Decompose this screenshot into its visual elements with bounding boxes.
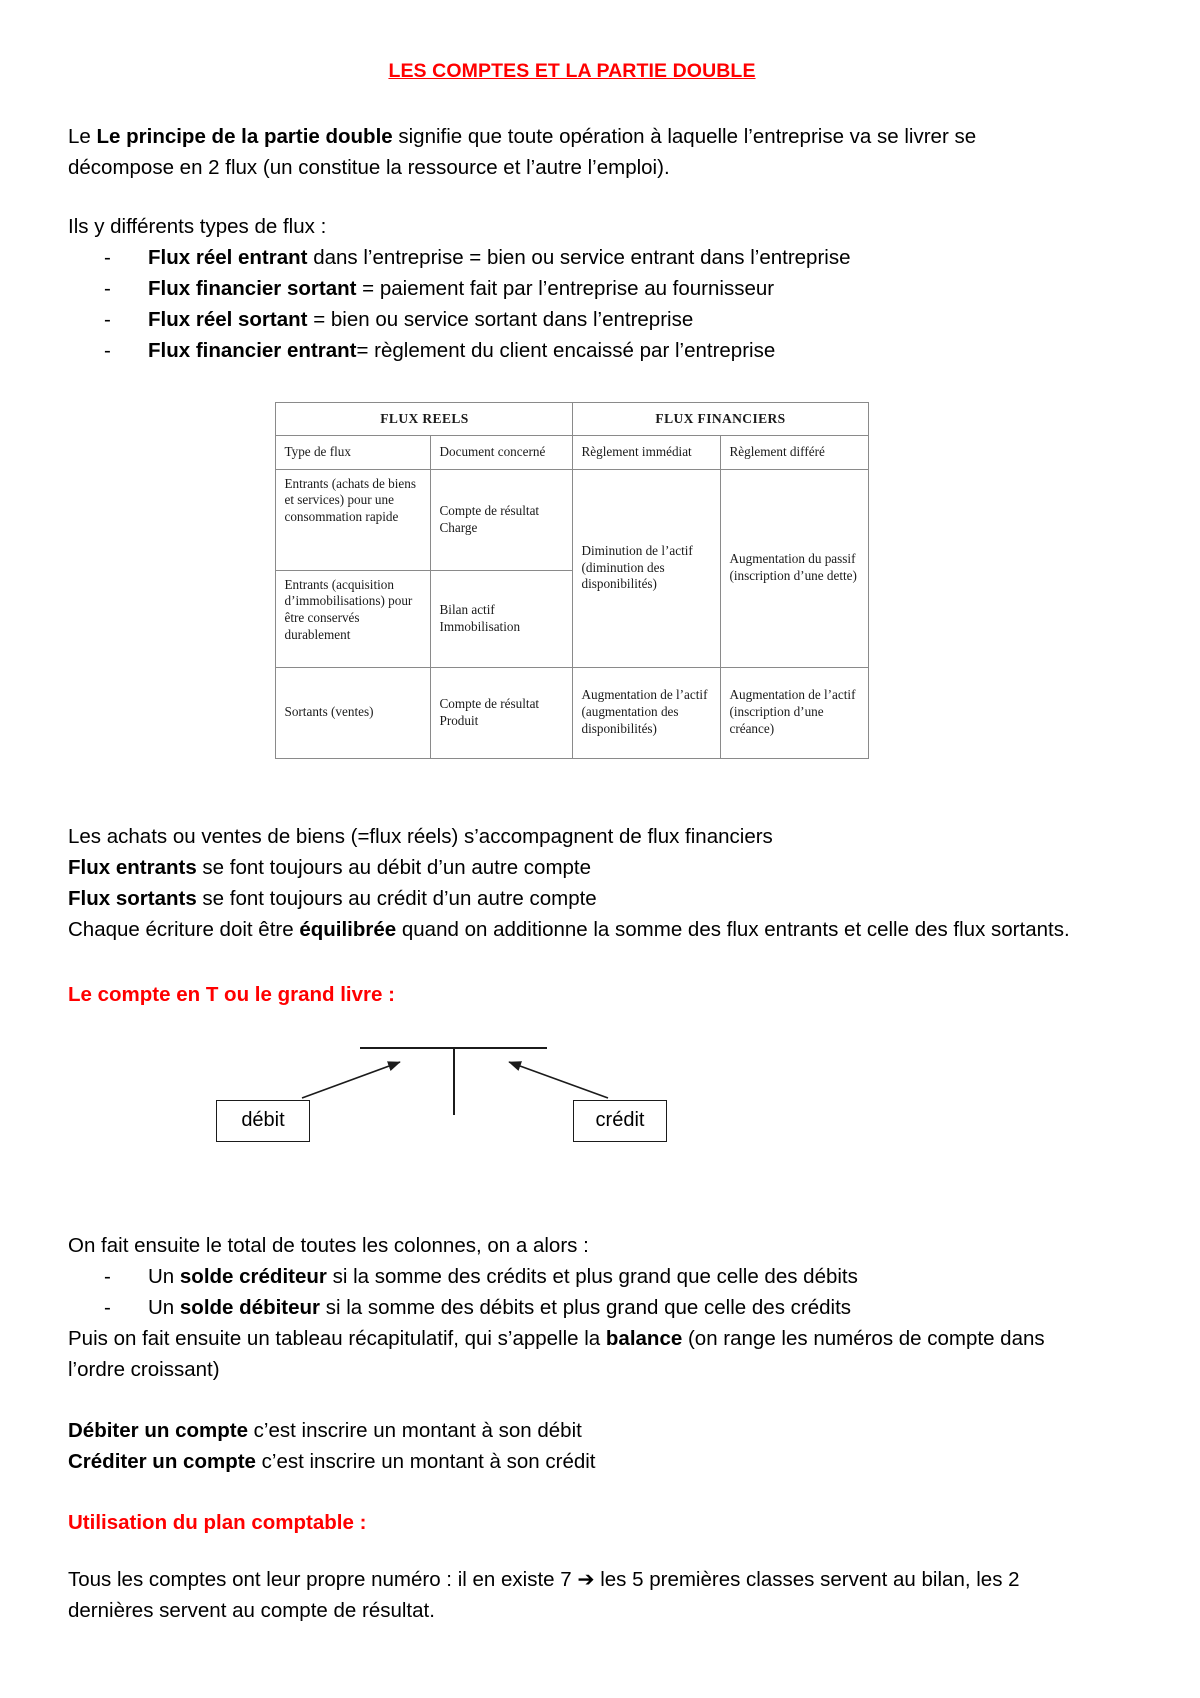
- cell-type-de-flux: Entrants (achats de biens et services) pour une consommation rapide: [276, 469, 431, 570]
- cell-type-de-flux: Entrants (acquisition d’immobilisations) pour être conservés durablement: [276, 570, 431, 667]
- bullet-rest-text: si la somme des crédits et plus grand que celle des débits: [326, 1264, 858, 1288]
- mid-line-1: Les achats ou ventes de biens (=flux réels) s’accompagnent de flux financiers: [68, 824, 773, 848]
- mid-line-3-bold: Flux sortants: [68, 886, 197, 910]
- debiter-bold-term: Débiter un compte: [68, 1418, 248, 1442]
- totals-section: [68, 1230, 1076, 1385]
- crediter-rest-text: c’est inscrire un montant à son crédit: [255, 1449, 596, 1473]
- debiter-rest-text: c’est inscrire un montant à son débit: [247, 1418, 582, 1442]
- cell-reglement-differe: Augmentation de l’actif (inscription d’une créance): [721, 667, 868, 758]
- bullet-pre-text: Un: [148, 1295, 180, 1319]
- table-row: [276, 469, 868, 570]
- bullet-bold-term: Flux financier entrant: [148, 339, 357, 363]
- t-account-vertical-rule: [453, 1047, 455, 1115]
- document-content: [68, 60, 1076, 1626]
- plan-comptable-section: [68, 1507, 1076, 1626]
- flux-types-list: [68, 242, 1076, 366]
- arrow-right-icon: ➔: [577, 1567, 595, 1591]
- bullet-bold-term: solde débiteur: [179, 1295, 321, 1319]
- craditer-line: [68, 1446, 1076, 1477]
- column-header-reglement-differe: Règlement différé: [721, 435, 868, 469]
- intro-lead-text: Le: [68, 125, 97, 149]
- arrow-credit-icon: [509, 1062, 608, 1098]
- cell-reglement-immediat: Augmentation de l’actif (augmentation des disponibilités): [573, 667, 721, 758]
- mid-line-4-post: quand on additionne la somme des flux entrants et celle des flux sortants.: [396, 917, 1070, 941]
- list-item: [104, 242, 1076, 273]
- plan-comptable-pre-text: Tous les comptes ont leur propre numéro : il en existe 7: [68, 1567, 578, 1591]
- bullet-dash: -: [104, 246, 111, 270]
- plan-comptable-heading: Utilisation du plan comptable :: [68, 1510, 367, 1534]
- bullet-rest-text: = paiement fait par l’entreprise au fournisseur: [356, 277, 775, 301]
- mid-line-4: [68, 914, 1076, 945]
- debit-box: débit: [216, 1100, 310, 1142]
- balance-pre-text: Puis on fait ensuite un tableau récapitulatif, qui s’appelle la: [68, 1326, 606, 1350]
- cell-document: Compte de résultat Charge: [431, 469, 573, 570]
- credit-box: crédit: [573, 1100, 667, 1142]
- totals-lead: On fait ensuite le total de toutes les colonnes, on a alors :: [68, 1233, 589, 1257]
- bullet-bold-term: Flux réel sortant: [148, 308, 308, 332]
- cell-reglement-immediat: Diminution de l’actif (diminution des disponibilités): [573, 469, 721, 667]
- bullet-rest-text: dans l’entreprise = bien ou service entrant dans l’entreprise: [307, 246, 851, 270]
- t-account-heading: Le compte en T ou le grand livre :: [68, 982, 395, 1006]
- plan-comptable-body: [68, 1564, 1076, 1626]
- table-column-header-row: [276, 435, 868, 469]
- list-item: [104, 273, 1076, 304]
- column-header-type-de-flux: Type de flux: [276, 435, 431, 469]
- bullet-bold-term: solde créditeur: [179, 1264, 327, 1288]
- debit-credit-section: [68, 1415, 1076, 1477]
- table-row: [276, 667, 868, 758]
- arrow-debit-icon: [302, 1062, 400, 1098]
- mid-text-block: [68, 821, 1076, 945]
- column-header-document-concerne: Document concerné: [431, 435, 573, 469]
- mid-line-2: [68, 852, 1076, 883]
- t-account-diagram: [68, 1040, 1076, 1172]
- bullet-dash: -: [104, 308, 111, 332]
- flux-table: [275, 402, 868, 758]
- bullet-rest-text: = règlement du client encaissé par l’entreprise: [356, 339, 776, 363]
- group-header-flux-reels: FLUX REELS: [276, 403, 573, 435]
- cell-document: Compte de résultat Produit: [431, 667, 573, 758]
- debiter-line: [68, 1415, 1076, 1446]
- list-item: [104, 335, 1076, 366]
- column-header-reglement-immediat: Règlement immédiat: [573, 435, 721, 469]
- balance-rest-text: (on range les numéros de compte dans l’ordre croissant): [68, 1326, 1045, 1381]
- cell-document: Bilan actif Immobilisation: [431, 570, 573, 667]
- mid-line-3-rest: se font toujours au crédit d’un autre compte: [196, 886, 597, 910]
- intro-bold-term: Le principe de la partie double: [96, 125, 393, 149]
- list-item: [104, 1261, 1076, 1292]
- intro-rest-text: signifie que toute opération à laquelle l’entreprise va se livrer se décompose en 2 flux (un constitue la ressource et l’autre l’emploi).: [68, 125, 977, 180]
- bullet-dash: -: [104, 277, 111, 301]
- mid-line-4-pre: Chaque écriture doit être: [68, 917, 300, 941]
- intro-paragraph: [68, 121, 1076, 183]
- cell-type-de-flux: Sortants (ventes): [276, 667, 431, 758]
- bullet-pre-text: Un: [148, 1264, 180, 1288]
- crediter-bold-term: Créditer un compte: [68, 1449, 256, 1473]
- mid-line-4-bold: équilibrée: [299, 917, 397, 941]
- group-header-flux-financiers: FLUX FINANCIERS: [573, 403, 868, 435]
- mid-line-3: [68, 883, 1076, 914]
- list-item: [104, 1292, 1076, 1323]
- mid-line-2-bold: Flux entrants: [68, 855, 197, 879]
- bullet-bold-term: Flux réel entrant: [148, 246, 308, 270]
- balance-bold-term: balance: [605, 1326, 683, 1350]
- mid-line-2-rest: se font toujours au débit d’un autre compte: [196, 855, 592, 879]
- cell-reglement-differe: Augmentation du passif (inscription d’une dette): [721, 469, 868, 667]
- bullet-dash: -: [104, 339, 111, 363]
- totals-list: [68, 1261, 1076, 1323]
- balance-paragraph: [68, 1323, 1076, 1385]
- flux-table-container: [68, 402, 1076, 758]
- bullet-rest-text: si la somme des débits et plus grand que celle des crédits: [320, 1295, 852, 1319]
- plan-comptable-rest-text: les 5 premières classes servent au bilan, les 2 dernières servent au compte de résultat.: [68, 1567, 1020, 1622]
- flux-types-lead: Ils y différents types de flux :: [68, 215, 327, 239]
- bullet-rest-text: = bien ou service sortant dans l’entreprise: [307, 308, 694, 332]
- page-title: LES COMPTES ET LA PARTIE DOUBLE: [388, 60, 756, 82]
- bullet-dash: -: [104, 1295, 111, 1319]
- t-account-section: [68, 979, 1076, 1172]
- table-group-header-row: [276, 403, 868, 435]
- list-item: [104, 304, 1076, 335]
- bullet-bold-term: Flux financier sortant: [148, 277, 357, 301]
- bullet-dash: -: [104, 1264, 111, 1288]
